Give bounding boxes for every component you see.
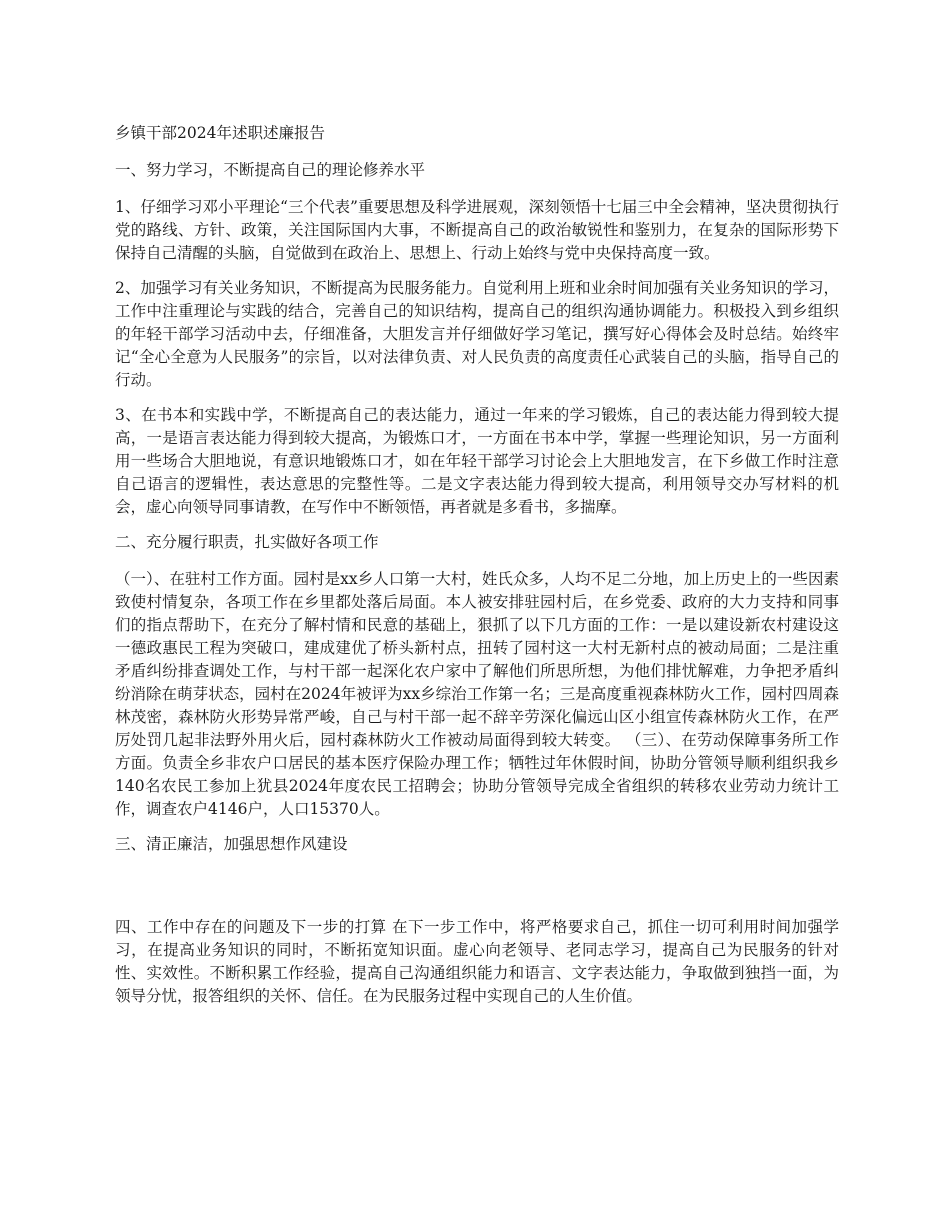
document-title: 乡镇干部2024年述职述廉报告 (115, 124, 325, 142)
section-1-paragraph-2: 2、加强学习有关业务知识，不断提高为民服务能力。自觉利用上班和业余时间加强有关业务知识的学习，工作中注重理论与实践的结合，完善自己的知识结构，提高自己的组织沟通协调能力。积极投入到乡组织的年轻干部学习活动中去，仔细准备，大胆发言并仔细做好学习笔记，撰写好心得体会及时总结。始终牢记“全心全意为人民服务”的宗旨，以对法律负责、对人民负责的高度责任心武装自己的头脑，指导自己的行动。 (115, 279, 839, 389)
section-3-heading: 三、清正廉洁，加强思想作风建设 (115, 835, 348, 853)
section-4-paragraph: 四、工作中存在的问题及下一步的打算 在下一步工作中，将严格要求自己，抓住一切可利用时间加强学习，在提高业务知识的同时，不断拓宽知识面。虚心向老领导、老同志学习，提高自己为民服务的针对性、实效性。不断积累工作经验，提高自己沟通组织能力和语言、文字表达能力，争取做到独挡一面，为领导分忧，报答组织的关怀、信任。在为民服务过程中实现自己的人生价值。 (115, 918, 839, 1005)
section-2-heading: 二、充分履行职责，扎实做好各项工作 (115, 533, 379, 551)
section-1-heading: 一、努力学习，不断提高自己的理论修养水平 (115, 161, 426, 179)
section-1-paragraph-3: 3、在书本和实践中学，不断提高自己的表达能力，通过一年来的学习锻炼，自己的表达能力得到较大提高，一是语言表达能力得到较大提高，为锻炼口才，一方面在书本中学，掌握一些理论知识，另一方面利用一些场合大胆地说，有意识地锻炼口才，如在年轻干部学习讨论会上大胆地发言，在下乡做工作时注意自己语言的逻辑性，表达意思的完整性等。二是文字表达能力得到较大提高，利用领导交办写材料的机会，虚心向领导同事请教，在写作中不断领悟，再者就是多看书，多揣摩。 (115, 406, 839, 516)
section-2-paragraph-1: （一）、在驻村工作方面。园村是xx乡人口第一大村，姓氏众多，人均不足二分地，加上历史上的一些因素致使村情复杂，各项工作在乡里都处落后局面。本人被安排驻园村后，在乡党委、政府的大力支持和同事们的指点帮助下，在充分了解村情和民意的基础上，狠抓了以下几方面的工作：一是以建设新农村建设这一德政惠民工程为突破口，建成建优了桥头新村点，扭转了园村这一大村无新村点的被动局面；二是注重矛盾纠纷排查调处工作，与村干部一起深化农户家中了解他们所思所想，为他们排忧解难，力争把矛盾纠纷消除在萌芽状态，园村在2024年被评为xx乡综治工作第一名；三是高度重视森林防火工作，园村四周森林茂密，森林防火形势异常严峻，自己与村干部一起不辞辛劳深化偏远山区小组宣传森林防火工作，在严厉处罚几起非法野外用火后，园村森林防火工作被动局面得到较大转变。 （三）、在劳动保障事务所工作方面。负责全乡非农户口居民的基本医疗保险办理工作；牺牲过年休假时间，协助分管领导顺利组织我乡140名农民工参加上犹县2024年度农民工招聘会；协助分管领导完成全省组织的转移农业劳动力统计工作，调查农户4146户，人口15370人。 (115, 570, 839, 818)
blank-gap (115, 870, 839, 916)
section-1-paragraph-1: 1、仔细学习邓小平理论“三个代表”重要思想及科学进展观，深刻领悟十七届三中全会精神，坚决贯彻执行党的路线、方针、政策，关注国际国内大事，不断提高自己的政治敏锐性和鉴别力，在复杂的国际形势下保持自己清醒的头脑，自觉做到在政治上、思想上、行动上始终与党中央保持高度一致。 (115, 198, 839, 262)
document-body (115, 122, 839, 1020)
